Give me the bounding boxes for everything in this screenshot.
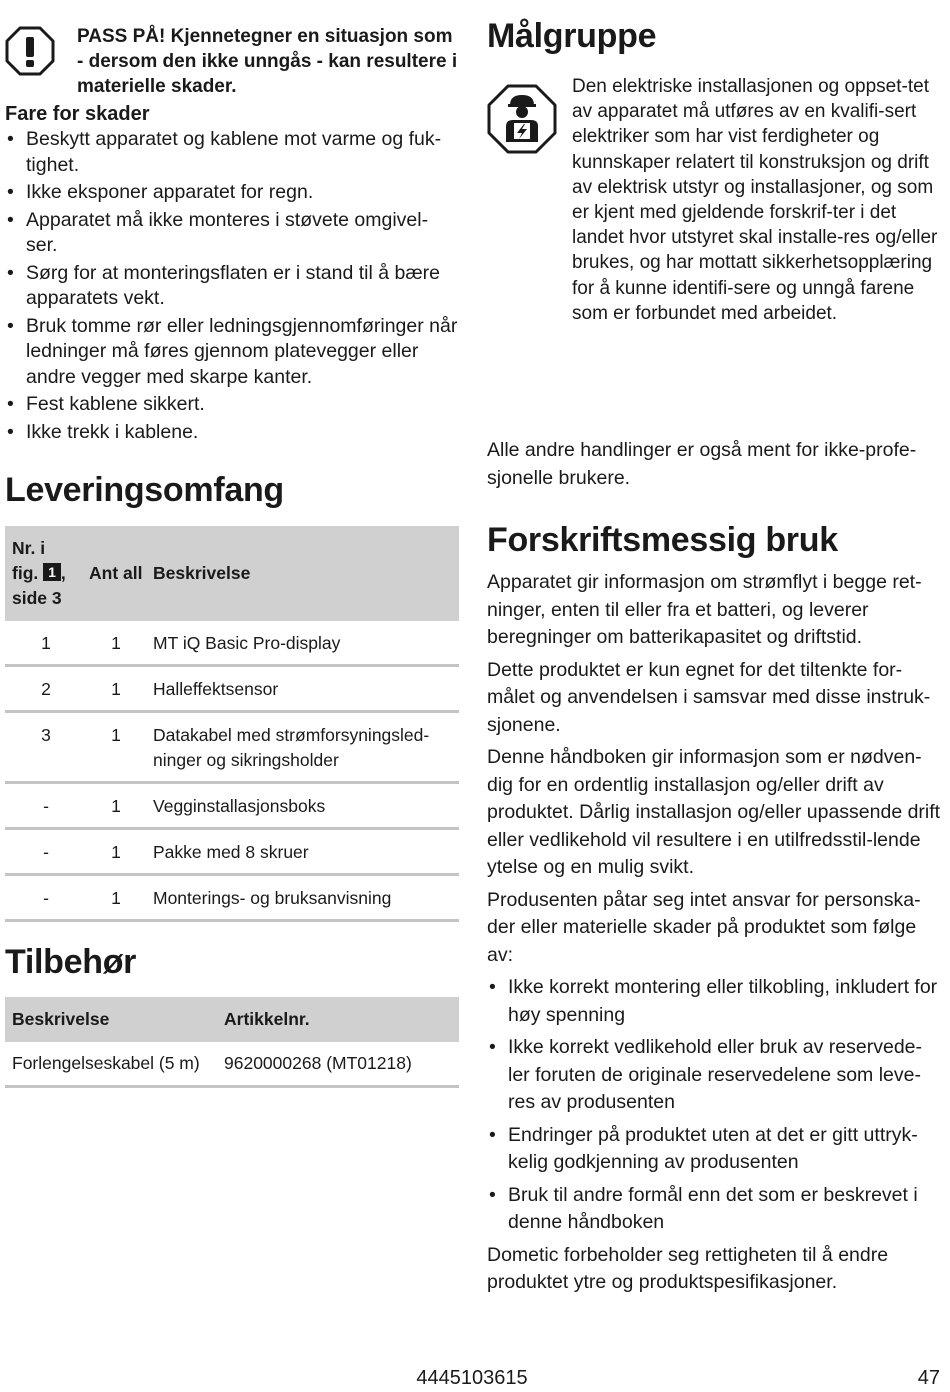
list-item: • Ikke eksponer apparatet for regn. [5,180,459,206]
target-after-text: Alle andre handlinger er også ment for ikke-profe-sjonelle brukere. [487,439,917,489]
usage-heading: Forskriftsmessig bruk [487,521,838,559]
usage-paragraph: Apparatet gir informasjon om strømflyt i begge ret-ninger, enten til eller fra et batteri, og leverer beregninger om batterikapasitet og driftstid. [487,571,922,648]
scope-table [5,526,459,922]
table-header-row [5,526,459,621]
list-item: • Fest kablene sikkert. [5,392,459,418]
figure-ref-badge: 1 [43,563,61,581]
table-row: - 1 Vegginstallasjonsboks [5,783,459,829]
list-item: • Apparatet må ikke monteres i støvete omgivel-ser. [5,208,459,259]
table-row: - 1 Monterings- og bruksanvisning [5,875,459,921]
table-row: - 1 Pakke med 8 skruer [5,829,459,875]
list-item: • Ikke trekk i kablene. [5,420,459,446]
header-article: Artikkelnr. [217,997,459,1042]
target-heading: Målgruppe [487,17,657,55]
usage-paragraph: Denne håndboken gir informasjon som er nødven-dig for en ordentlig installasjon og/eller drift av produktet. Dårlig installasjon og/eller upassende drift eller vedlikehold vil resultere i en utilfredsstil-lende ytelse og en mulig svikt. [487,746,941,878]
exclamation-octagon-icon [5,26,55,76]
list-item: • Ikke korrekt vedlikehold eller bruk av reservede-ler foruten de originale reservedelene som leve-res av produsenten [487,1034,942,1117]
header-desc: Beskrivelse [5,997,217,1042]
qualified-electrician-icon [487,84,557,154]
document-number: 4445103615 [416,1367,528,1389]
list-item: • Ikke korrekt montering eller tilkobling, inkludert for høy spenning [487,974,942,1029]
liability-list [487,974,942,1237]
scope-heading: Leveringsomfang [5,471,284,509]
table-row: 1 1 MT iQ Basic Pro-display [5,621,459,666]
table-row: 2 1 Halleffektsensor [5,666,459,712]
list-item: • Sørg for at monteringsflaten er i stand til å bære apparatets vekt. [5,261,459,312]
usage-paragraph: Dette produktet er kun egnet for det tiltenkte for-målet og anvendelsen i samsvar med disse instruk-sjonene. [487,658,931,736]
usage-paragraph: Produsenten påtar seg intet ansvar for personska-der eller materielle skader på produktet som følge av: [487,888,921,966]
table-row: 3 1 Datakabel med strømforsyningsled-ninger og sikringsholder [5,712,459,783]
notice-text: PASS PÅ! Kjennetegner en situasjon som - dersom den ikke unngås - kan resultere i materielle skader. [77,26,458,97]
right-column [487,16,942,1302]
header-qty: Ant all [87,526,145,621]
target-text: Den elektriske installasjonen og oppset-tet av apparatet må utføres av en kvalifi-sert elektriker som har vist ferdigheter og kunnskaper relatert til konstruksjon og drift av elektrisk utstyr og installasjoner, og som er kjent med gjeldende forskrif-ter i det landet hvor utstyret skal installe-res og/eller brukes, og har mottatt sikkerhetsopplæring for å kunne identifi-sere og unngå farene som er forbundet med arbeidet. [572,76,938,324]
list-item: • Bruk til andre formål enn det som er beskrevet i denne håndboken [487,1182,942,1237]
accessories-table [5,997,459,1088]
accessories-heading: Tilbehør [5,943,137,981]
notice-block [5,22,459,100]
left-column [5,22,459,1088]
hazard-title: Fare for skader [5,103,150,125]
header-desc: Beskrivelse [145,526,459,621]
usage-paragraph: Dometic forbeholder seg rettigheten til å endre produktet ytre og produktspesifikasjoner. [487,1243,889,1293]
hazard-list [5,127,459,445]
target-block [487,74,942,420]
header-nr: Nr. i fig. 1 , side 3 [5,526,87,621]
list-item: • Beskytt apparatet og kablene mot varme og fuk-tighet. [5,127,459,178]
list-item: • Endringer på produktet uten at det er gitt uttryk-kelig godkjenning av produsenten [487,1122,942,1177]
table-row: Forlengelseskabel (5 m) 9620000268 (MT01218) [5,1042,459,1087]
page-number: 47 [917,1367,940,1389]
table-header-row [5,997,459,1042]
list-item: • Bruk tomme rør eller ledningsgjennomføringer når ledninger må føres gjennom platevegger eller andre vegger med skarpe kanter. [5,314,459,391]
